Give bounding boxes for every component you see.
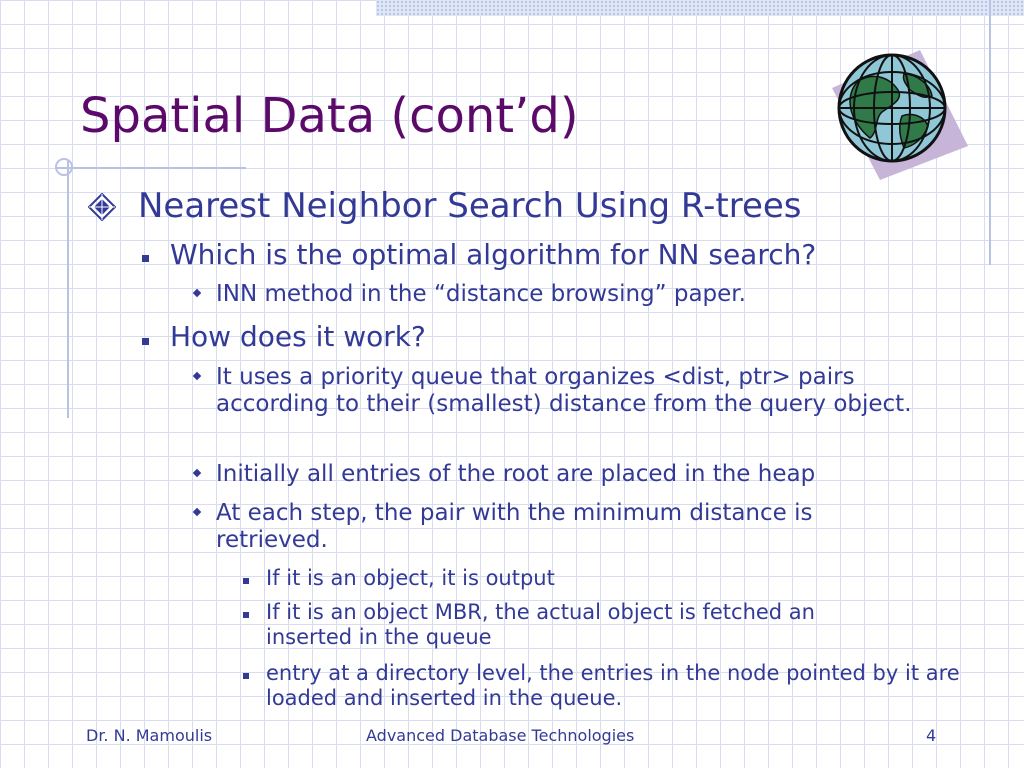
globe-icon: [820, 50, 970, 180]
small-square-bullet-icon: [243, 673, 249, 679]
small-diamond-bullet-icon: [193, 289, 201, 297]
bullet-level1: Nearest Neighbor Search Using R-trees: [138, 186, 802, 226]
bullet-q2-sub-1: It uses a priority queue that organizes <dist, ptr> pairs according to their (smallest) distance from the query object.: [216, 364, 912, 418]
bullet-sub-sub-3: entry at a directory level, the entries in the node pointed by it are loaded and inserted in the queue.: [266, 661, 960, 710]
footer-author: Dr. N. Mamoulis: [86, 726, 213, 745]
footer-page-number: 4: [926, 726, 937, 745]
square-bullet-icon: [142, 338, 149, 345]
right-accent-line: [989, 0, 991, 265]
top-decorative-band: [376, 0, 1024, 16]
bullet-question-1: Which is the optimal algorithm for NN search?: [170, 238, 817, 271]
bullet-sub-sub-2: If it is an object MBR, the actual object is fetched an inserted in the queue: [266, 600, 815, 649]
diamond-bullet-icon: [88, 193, 116, 225]
bullet-sub-sub-1: If it is an object, it is output: [266, 566, 555, 590]
small-diamond-bullet-icon: [193, 508, 201, 516]
bullet-question-2: How does it work?: [170, 320, 426, 353]
slide-title: Spatial Data (cont’d): [80, 88, 579, 144]
bullet-q2-sub-3: At each step, the pair with the minimum distance is retrieved.: [216, 500, 813, 554]
title-accent-circle: [55, 158, 73, 176]
small-square-bullet-icon: [243, 612, 249, 618]
footer-course: Advanced Database Technologies: [366, 726, 635, 745]
left-accent-line: [67, 160, 69, 418]
small-diamond-bullet-icon: [193, 469, 201, 477]
bullet-q1-sub: INN method in the “distance browsing” paper.: [216, 281, 746, 307]
small-diamond-bullet-icon: [193, 372, 201, 380]
bullet-q2-sub-2: Initially all entries of the root are placed in the heap: [216, 461, 816, 487]
small-square-bullet-icon: [243, 578, 249, 584]
square-bullet-icon: [142, 255, 149, 262]
title-underline: [56, 167, 246, 169]
